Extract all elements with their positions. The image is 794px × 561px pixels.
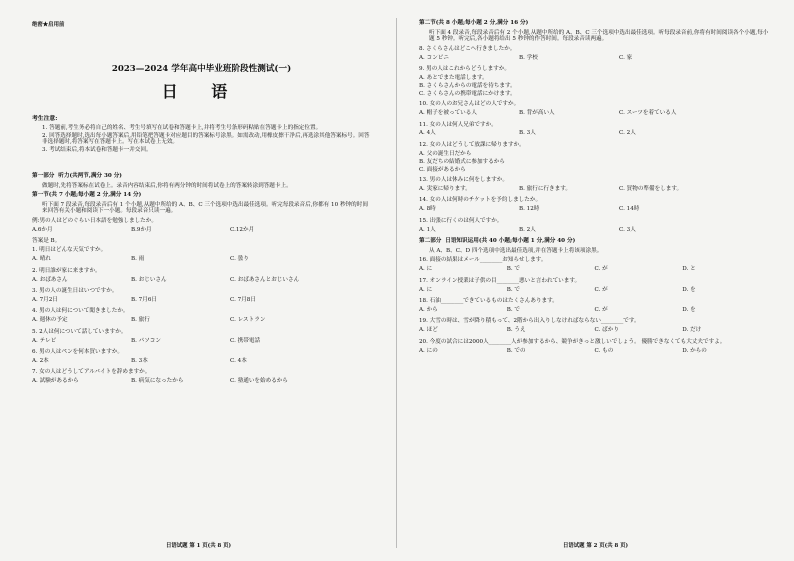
sec2-desc: 听下面 4 段录音,每段录音后有 2 个小题,从题中所给的 A、B、C 三个选项中选出最佳选项。听每段录音前,你将有时间阅读各个小题,每小题 5 秒钟。听完后,各小题将给出 5 秒钟的作答时间。每段录音读两遍。 xyxy=(429,29,769,43)
options-row xyxy=(419,266,770,272)
options-row xyxy=(419,206,770,212)
option: B. 3本 xyxy=(131,357,148,364)
option: B. パソコン xyxy=(131,337,161,344)
confidential-label: 绝密★启用前 xyxy=(32,22,65,28)
option: A. あとでまた電話します。 xyxy=(419,75,488,82)
option: B. 7月6日 xyxy=(131,296,157,303)
option: C. が xyxy=(594,286,608,293)
option: B. で xyxy=(506,266,521,273)
option: A. に xyxy=(419,286,433,293)
option: A. 父の誕生日だから xyxy=(419,150,472,157)
option: D. を xyxy=(682,286,696,293)
question-text: 16. 面接の結果はメール________お知らせします。 xyxy=(419,257,547,264)
option: B. 12時 xyxy=(519,206,540,213)
option: B. 旅行に行きます。 xyxy=(519,185,571,192)
sec2-title: 第二节(共 8 小题;每小题 2 分,满分 16 分) xyxy=(419,20,529,26)
option: C. 7月8日 xyxy=(230,296,256,303)
options-row xyxy=(419,227,770,233)
option: A. ほど xyxy=(419,327,438,334)
options-row xyxy=(419,348,770,354)
question-text: 2. 明日誰が家に来ますか。 xyxy=(32,267,101,274)
example-question: 例:男の人はどのぐらい日本語を勉強しましたか。 xyxy=(32,218,157,225)
option: A. 8時 xyxy=(419,206,436,213)
note-2: 2. 回答选择题时,选出每小题答案后,用铅笔把答题卡对应题目的答案标号涂黑。如需改动,用橡皮擦干净后,再选涂其他答案标号。回答非选择题时,将答案写在答题卡上。写在本试卷上无效。 xyxy=(42,132,370,146)
option: B. で xyxy=(506,286,521,293)
option: C. 4本 xyxy=(230,357,247,364)
options-row xyxy=(32,297,371,303)
option: A. 晴れ xyxy=(32,256,51,263)
options-row xyxy=(419,327,770,333)
example-answer: 答案是 B。 xyxy=(32,238,61,245)
options-row xyxy=(419,287,770,293)
question-text: 10. 女の人のお兄さんはどの人ですか。 xyxy=(419,101,520,108)
option: D. と xyxy=(682,266,696,273)
option: C. レストラン xyxy=(230,317,266,324)
question-text: 13. 男の人は休みに何をしますか。 xyxy=(419,177,508,183)
question-text: 20. 今度の試合には2000人________人が参加するから、競争がきっと激しいでしょう。 優勝できなくても大丈夫ですよ。 xyxy=(419,338,726,345)
options-row xyxy=(419,186,770,192)
part2-title: 第二部分 日语知识运用(共 40 小题;每小题 1 分,满分 40 分) xyxy=(419,237,576,244)
option: C. が xyxy=(594,306,608,313)
options-row xyxy=(32,317,371,323)
options-row xyxy=(32,256,371,262)
option: B. 学校 xyxy=(519,54,538,61)
option: B. で xyxy=(506,306,521,313)
part1-title: 第一部分 听力(共两节,满分 30 分) xyxy=(32,172,122,179)
subject-title: 日 语 xyxy=(161,82,242,102)
option: A. テレビ xyxy=(32,337,57,344)
note-1: 1. 答题前,考生务必将自己的姓名、考生号填写在试卷和答题卡上,并将考生号条形码粘贴在答题卡上的指定位置。 xyxy=(42,124,322,131)
option: C. 面接があるから xyxy=(419,166,466,173)
question-text: 9. 男の人はこれからどうしますか。 xyxy=(419,66,511,73)
question-text: 12. 女の人はどうして放課に帰りますか。 xyxy=(419,141,525,148)
question-text: 4. 男の人は何について聞きましたか。 xyxy=(32,308,129,315)
option: B. さくらさんからの電話を待ちます。 xyxy=(419,82,516,89)
options-row xyxy=(32,378,371,384)
options-row xyxy=(32,277,371,283)
option: A. にの xyxy=(419,347,438,354)
listening-questions-2 xyxy=(419,46,770,233)
options-row xyxy=(32,358,371,364)
example-options xyxy=(32,227,371,233)
part1-desc: 做题时,先将答案标在试卷上。录音内容结束后,你将有两分钟的时间将试卷上的答案转涂到答题卡上。 xyxy=(42,182,292,189)
option: A. 週休の予定 xyxy=(32,317,68,324)
option: A. 帽子を被っている人 xyxy=(419,110,477,117)
question-text: 19. 大雪の時は、雪が降り積もって、2階から出入りしなければならない________です。 xyxy=(419,318,640,325)
exam-title: 2023—2024 学年高中毕业班阶段性测试(一) xyxy=(111,64,292,75)
option: D. を xyxy=(682,306,696,313)
option: C. 14時 xyxy=(619,206,640,213)
part2-desc: 从 A、B、C、D 四个选项中选出最佳选项,并在答题卡上将该项涂黑。 xyxy=(429,247,603,254)
options-row xyxy=(419,110,770,116)
option: A. 7月2日 xyxy=(32,296,58,303)
question-text: 17. オンライン授業は子供の目________悪いと言われています。 xyxy=(419,277,581,284)
option: B. うえ xyxy=(506,327,526,334)
option: A. 4人 xyxy=(419,130,436,137)
option: B. 旅行 xyxy=(131,317,150,324)
options-row xyxy=(419,130,770,136)
option: C. ばかり xyxy=(594,327,619,334)
option: A. に xyxy=(419,266,433,273)
option: B. 3人 xyxy=(519,130,536,137)
option: D. からの xyxy=(682,347,707,354)
option: B. での xyxy=(506,347,526,354)
notes-title: 考生注意: xyxy=(32,116,58,123)
options-row xyxy=(419,55,770,61)
question-text: 18. 石油________できているものはたくさんあります。 xyxy=(419,297,558,304)
option: A. 2本 xyxy=(32,357,49,364)
option: A. から xyxy=(419,306,438,313)
option: C. 家 xyxy=(619,54,633,61)
options-row xyxy=(419,307,770,313)
sec1-title: 第一节(共 7 小题;每小题 2 分,满分 14 分) xyxy=(32,192,142,199)
note-3: 3. 考试结束后,将本试卷和答题卡一并交回。 xyxy=(42,147,152,154)
question-text: 15. 出張に行くのは何人ですか。 xyxy=(419,217,503,224)
option: C. が xyxy=(594,266,608,273)
question-text: 11. 女の人は何人兄弟ですか。 xyxy=(419,121,497,128)
option: A. 実家に帰ります。 xyxy=(419,185,471,192)
page-footer: 日语试题 第 1 页(共 8 页) xyxy=(165,543,232,549)
question-text: 14. 女の人は何時のチケットを予約しましたか。 xyxy=(419,197,542,204)
sec1-desc: 听下面 7 段录音,每段录音后有 1 个小题,从题中所给的 A、B、C 三个选项中选出最佳选项。听完每段录音后,你都有 10 秒钟的时间来回答有关小题和阅读下一小题。每段录音只读一遍。 xyxy=(42,202,368,215)
option: C. 曇り xyxy=(230,256,249,263)
option: B. おじいさん xyxy=(131,276,167,283)
question-text: 7. 女の人はどうしてアルバイトを辞めますか。 xyxy=(32,369,151,376)
option: C. スーツを着ている人 xyxy=(619,110,677,117)
option: B. 雨 xyxy=(131,256,145,263)
question-text: 1. 明日はどんな天気ですか。 xyxy=(32,247,107,254)
question-text: 5. 2人は何について話していますか。 xyxy=(32,328,127,335)
option: A.6か月 xyxy=(32,227,53,234)
option: B. 2人 xyxy=(519,226,536,233)
option: C. 塾通いを始めるから xyxy=(230,378,288,385)
right-page xyxy=(397,0,794,561)
option: C. 2人 xyxy=(619,130,636,137)
option: C.12か月 xyxy=(230,227,255,234)
question-text: 3. 男の人の誕生日はいつですか。 xyxy=(32,288,118,294)
option: C. 携帯電話 xyxy=(230,337,261,344)
option: C. おばあさんとおじいさん xyxy=(230,276,300,283)
option: D. だけ xyxy=(682,327,702,334)
option: B. 病気になったから xyxy=(131,378,184,385)
option: C. 3人 xyxy=(619,226,636,233)
option: A. コンビニ xyxy=(419,54,449,61)
grammar-questions xyxy=(419,257,770,354)
option: C. さくらさんの携帯電話にかけます。 xyxy=(419,90,516,97)
option: C. 買物の準備をします。 xyxy=(619,185,683,192)
option: B.9か月 xyxy=(131,227,152,234)
option: A. おばあさん xyxy=(32,276,68,283)
option: A. 1人 xyxy=(419,226,436,233)
options-row xyxy=(32,338,371,344)
question-text: 6. 男の人はペンを何本買いますか。 xyxy=(32,348,124,355)
question-text: 8. さくらさんはどこへ行きましたか。 xyxy=(419,45,516,52)
page-footer: 日语试题 第 2 页(共 8 页) xyxy=(562,543,629,549)
option: A. 試験があるから xyxy=(32,378,79,385)
option: B. 友だちの結婚式に参加するから xyxy=(419,158,505,165)
listening-questions-1 xyxy=(32,247,371,384)
option: B. 背が高い人 xyxy=(519,110,555,117)
option: C. もの xyxy=(594,347,614,354)
